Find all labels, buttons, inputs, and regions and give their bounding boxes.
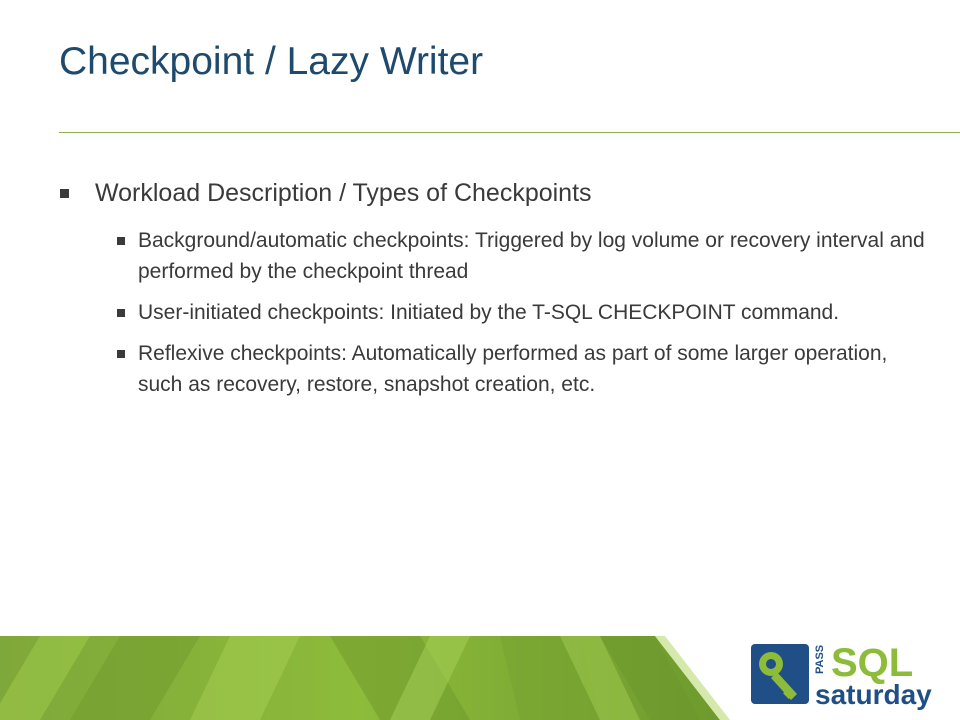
bullet-text: User-initiated checkpoints: Initiated by the T-SQL CHECKPOINT command.	[138, 301, 840, 324]
square-bullet-icon	[117, 309, 125, 317]
square-bullet-icon	[117, 237, 125, 245]
title-divider	[59, 132, 960, 133]
bullet-level2	[117, 338, 928, 400]
bullet-level1	[60, 175, 920, 211]
logo-sql-text: SQL	[831, 641, 914, 685]
bullet-level2	[117, 225, 928, 287]
key-icon	[751, 644, 809, 704]
bullet-text: Background/automatic checkpoints: Triggered by log volume or recovery interval and performed by the checkpoint thread	[138, 229, 925, 283]
bullet-text: Reflexive checkpoints: Automatically performed as part of some larger operation, such as recovery, restore, snapshot creation, etc.	[138, 342, 888, 396]
square-bullet-icon	[117, 350, 125, 358]
bullet-level2	[117, 297, 928, 328]
logo-saturday-text: saturday	[815, 679, 932, 710]
logo-pass-text: PASS	[814, 644, 826, 674]
slide-content	[60, 175, 925, 410]
slide-title: Checkpoint / Lazy Writer	[59, 40, 484, 83]
square-bullet-icon	[60, 189, 69, 198]
sqlsaturday-logo	[745, 632, 950, 710]
bullet-text: Workload Description / Types of Checkpoints	[95, 179, 592, 207]
